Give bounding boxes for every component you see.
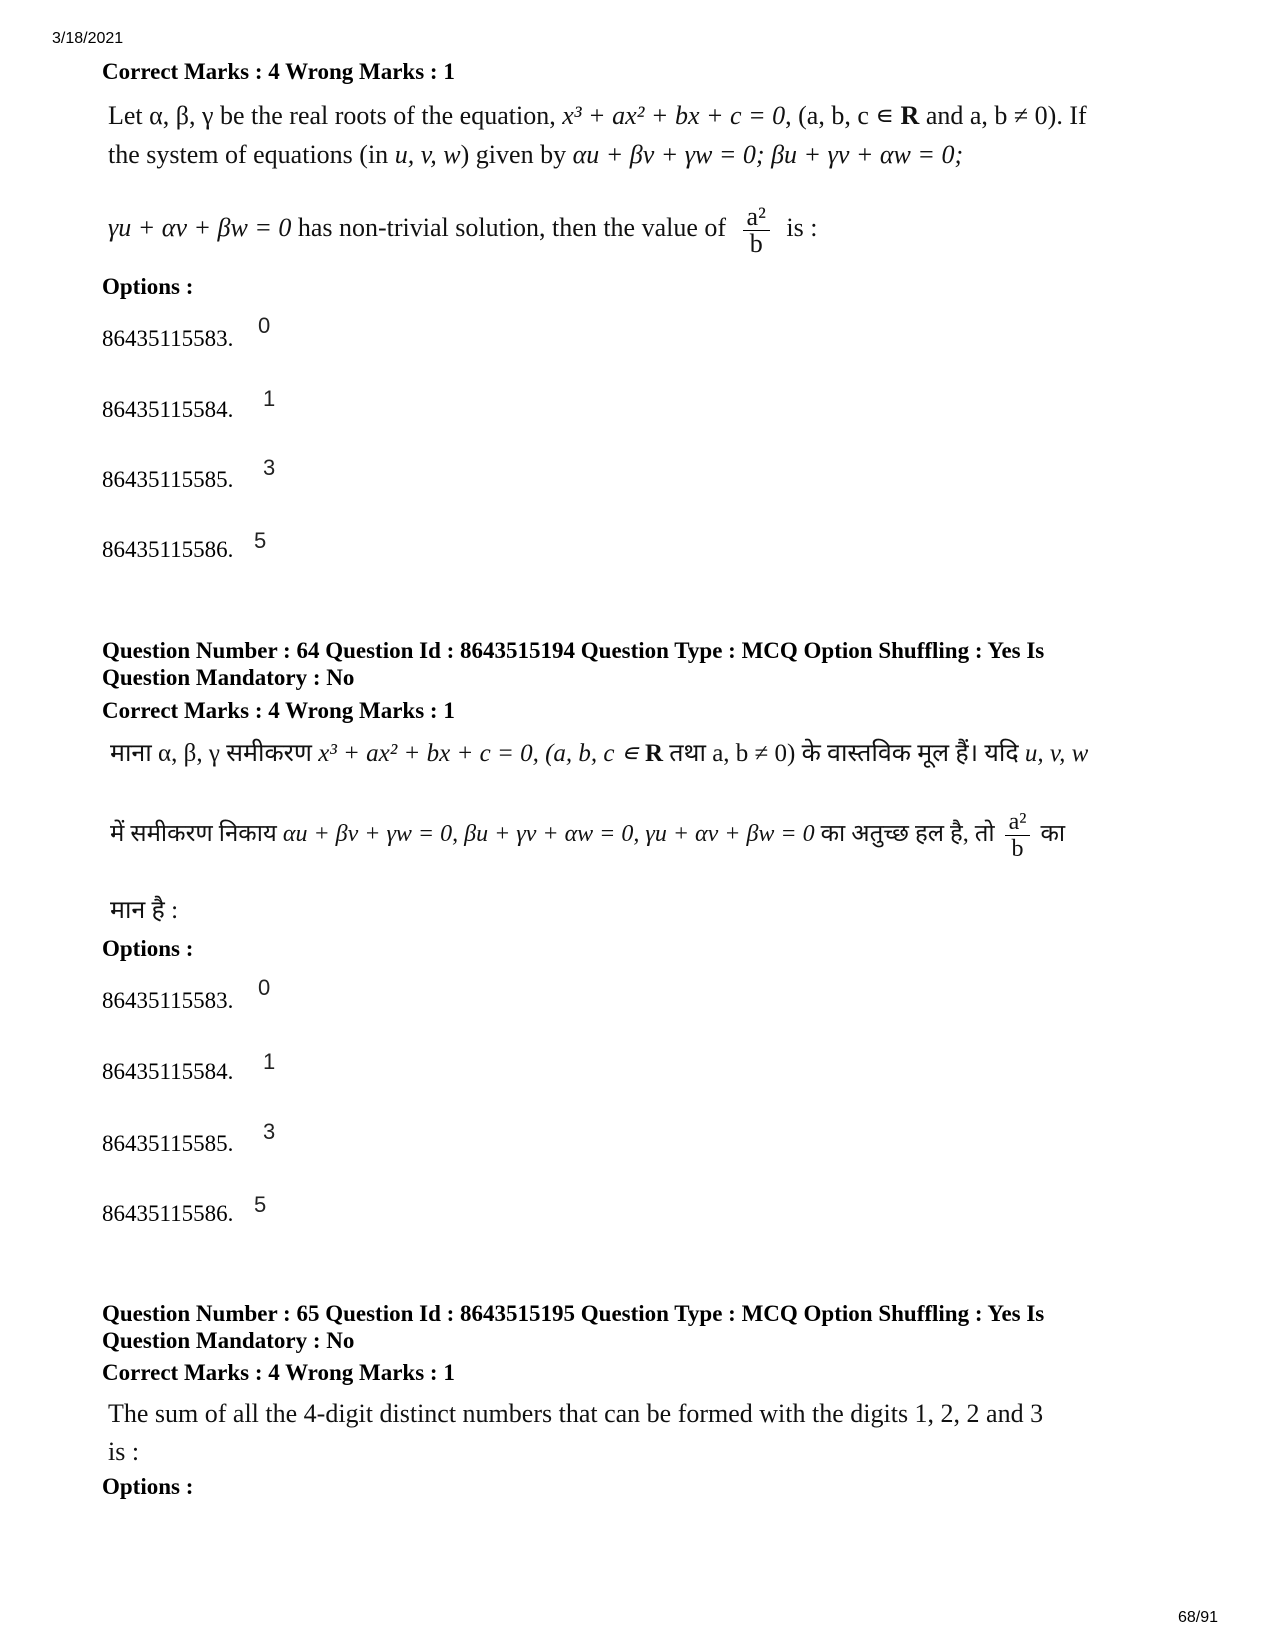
q63-text: and a, b ≠ 0). If xyxy=(919,101,1087,130)
print-date: 3/18/2021 xyxy=(52,30,124,47)
q63-system-equations: αu + βv + γw = 0; βu + γv + αw = 0; xyxy=(572,140,964,169)
q63-text-line3 xyxy=(108,198,817,258)
q64-option-value[interactable]: 3 xyxy=(263,1119,276,1144)
q63-option-id: 86435115585. xyxy=(102,467,234,492)
q63-option-value[interactable]: 3 xyxy=(263,455,276,480)
q65-text-line2: is : xyxy=(108,1437,140,1466)
q63-option-value[interactable]: 0 xyxy=(258,313,271,338)
q64-header-line2: Question Mandatory : No xyxy=(102,665,355,690)
q64-option-value[interactable]: 0 xyxy=(258,975,271,1000)
q63-variables: u, v, w xyxy=(394,140,461,169)
q64-options-label: Options : xyxy=(102,936,194,961)
q64-option-id: 86435115586. xyxy=(102,1201,234,1226)
q63-option-id: 86435115584. xyxy=(102,397,234,422)
q63-marks: Correct Marks : 4 Wrong Marks : 1 xyxy=(102,59,455,84)
q65-options-label: Options : xyxy=(102,1474,194,1499)
q63-options-label: Options : xyxy=(102,274,194,299)
q64-text-line2 xyxy=(110,804,1065,864)
q64-text-line1 xyxy=(110,734,1088,774)
q64-variables: u, v, w xyxy=(1024,740,1089,767)
q63-system-equation-3: γu + αv + βw = 0 xyxy=(108,213,292,242)
q64-text: तथा a, b ≠ 0) के वास्तविक मूल हैं। यदि xyxy=(663,740,1025,767)
q64-real-set: R xyxy=(644,740,664,767)
q64-marks: Correct Marks : 4 Wrong Marks : 1 xyxy=(102,698,455,723)
q64-fraction xyxy=(1005,809,1031,862)
q64-text: में समीकरण निकाय xyxy=(110,821,283,847)
q64-text-line3: मान है : xyxy=(110,897,179,924)
q65-header-line2: Question Mandatory : No xyxy=(102,1328,355,1353)
q64-option-value[interactable]: 5 xyxy=(254,1192,267,1217)
q63-option-id: 86435115583. xyxy=(102,326,234,351)
fraction-denominator: b xyxy=(1011,835,1024,862)
page-number: 68/91 xyxy=(1178,1609,1219,1626)
q64-option-id: 86435115585. xyxy=(102,1131,234,1156)
q63-option-value[interactable]: 5 xyxy=(254,528,267,553)
q65-marks: Correct Marks : 4 Wrong Marks : 1 xyxy=(102,1360,455,1385)
q63-equation: x³ + ax² + bx + c = 0 xyxy=(562,101,786,130)
fraction-denominator: b xyxy=(749,228,763,258)
fraction-numerator: a² xyxy=(743,204,770,231)
q64-option-value[interactable]: 1 xyxy=(263,1049,276,1074)
q65-text-line1: The sum of all the 4-digit distinct numbers that can be formed with the digits 1, 2, 2 and 3 xyxy=(108,1399,1044,1428)
q63-text: the system of equations (in xyxy=(108,140,395,169)
fraction-numerator: a² xyxy=(1005,809,1031,836)
q63-option-value[interactable]: 1 xyxy=(263,386,276,411)
q64-text: का अतुच्छ हल है, तो xyxy=(814,821,995,847)
q63-text: ) given by xyxy=(460,140,573,169)
q63-option-id: 86435115586. xyxy=(102,537,234,562)
q63-text: Let α, β, γ be the real roots of the equation, xyxy=(108,101,563,130)
q64-system-equations: αu + βv + γw = 0, βu + γv + αw = 0, γu + αv + βw = 0 xyxy=(282,821,815,847)
q64-header: Question Number : 64 Question Id : 8643515194 Question Type : MCQ Option Shuffling : Yes Is xyxy=(102,638,1045,663)
q63-text-line1 xyxy=(108,96,1087,136)
q64-option-id: 86435115584. xyxy=(102,1059,234,1084)
q65-header: Question Number : 65 Question Id : 8643515195 Question Type : MCQ Option Shuffling : Yes Is xyxy=(102,1301,1045,1326)
q63-text: has non-trivial solution, then the value of xyxy=(291,213,733,242)
q63-fraction xyxy=(743,201,770,258)
q63-real-set: R xyxy=(900,101,920,130)
q63-text-line2 xyxy=(108,135,963,175)
q63-text: , (a, b, c ∊ xyxy=(785,101,901,130)
q64-text: माना α, β, γ समीकरण xyxy=(110,740,319,767)
q63-text: is : xyxy=(779,213,818,242)
q64-text: का xyxy=(1040,821,1066,847)
q64-equation: x³ + ax² + bx + c = 0, (a, b, c ∊ xyxy=(318,740,645,767)
q64-option-id: 86435115583. xyxy=(102,988,234,1013)
